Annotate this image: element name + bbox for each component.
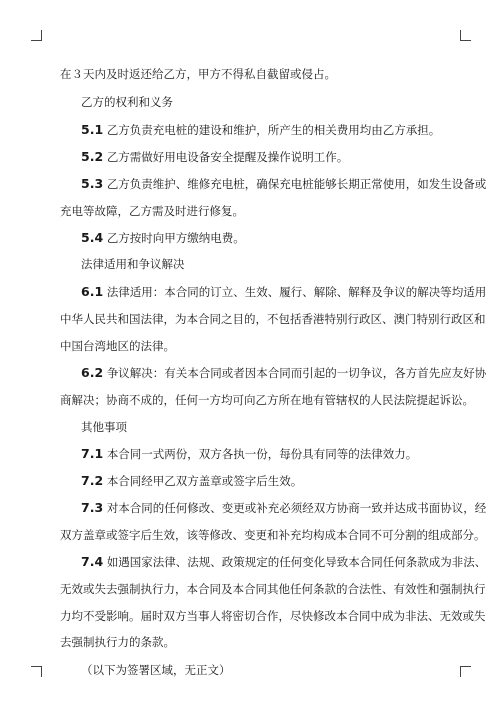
clause-5-1: 5.1 乙方负责充电桩的建设和维护，所产生的相关费用均由乙方承担。 (81, 122, 441, 137)
section-heading-other-matters: 其他事项 (81, 420, 127, 434)
crop-mark-top-right (460, 30, 471, 41)
clause-5-3-continued: 充电等故障，乙方需及时进行修复。 (60, 204, 244, 218)
crop-mark-top-left (31, 30, 42, 41)
clause-6-2: 6.2 争议解决：有关本合同或者因本合同而引起的一切争议，各方首先应友好协 (81, 365, 487, 380)
clause-6-1-continued: 中国台湾地区的法律。 (60, 339, 175, 353)
clause-7-3: 7.3 对本合同的任何修改、变更或补充必须经双方协商一致并达成书面协议，经 (81, 500, 487, 515)
section-heading-law-and-disputes: 法律适用和争议解决 (81, 257, 185, 271)
clause-7-2: 7.2 本合同经甲乙双方盖章或签字后生效。 (81, 473, 303, 488)
clause-7-4: 7.4 如遇国家法律、法规、政策规定的任何变化导致本合同任何条款成为非法、 (81, 554, 487, 569)
clause-5-2: 5.2 乙方需做好用电设备安全提醒及操作说明工作。 (81, 149, 349, 164)
clause-6-2-continued: 商解决；协商不成的，任何一方均可向乙方所在地有管辖权的人民法院提起诉讼。 (60, 393, 474, 407)
clause-7-4-continued: 力均不受影响。届时双方当事人将密切合作，尽快修改本合同中成为非法、无效或失 (60, 609, 486, 623)
clause-7-4-continued: 去强制执行力的条款。 (60, 635, 175, 649)
text-line: 在３天内及时返还给乙方，甲方不得私自截留或侵占。 (60, 67, 336, 81)
clause-7-4-continued: 无效或失去强制执行力，本合同及本合同其他任何条款的合法性、有效性和强制执行 (60, 582, 486, 596)
signature-area-note: （以下为签署区域，无正文） (81, 663, 231, 677)
crop-mark-bottom-right (460, 666, 471, 677)
clause-6-1-continued: 中华人民共和国法律，为本合同之目的，不包括香港特别行政区、澳门特别行政区和 (60, 312, 486, 326)
clause-7-3-continued: 双方盖章或签字后生效，该等修改、变更和补充均构成本合同不可分割的组成部分。 (60, 528, 486, 542)
clause-7-1: 7.1 本合同一式两份，双方各执一份，每份具有同等的法律效力。 (81, 446, 418, 461)
crop-mark-bottom-left (31, 666, 42, 677)
clause-5-4: 5.4 乙方按时向甲方缴纳电费。 (81, 230, 245, 245)
clause-5-3: 5.3 乙方负责维护、维修充电桩，确保充电桩能够长期正常使用，如发生设备或 (81, 176, 487, 191)
clause-6-1: 6.1 法律适用：本合同的订立、生效、履行、解除、解释及争议的解决等均适用 (81, 284, 487, 299)
section-heading-party-b-rights: 乙方的权利和义务 (81, 95, 173, 109)
